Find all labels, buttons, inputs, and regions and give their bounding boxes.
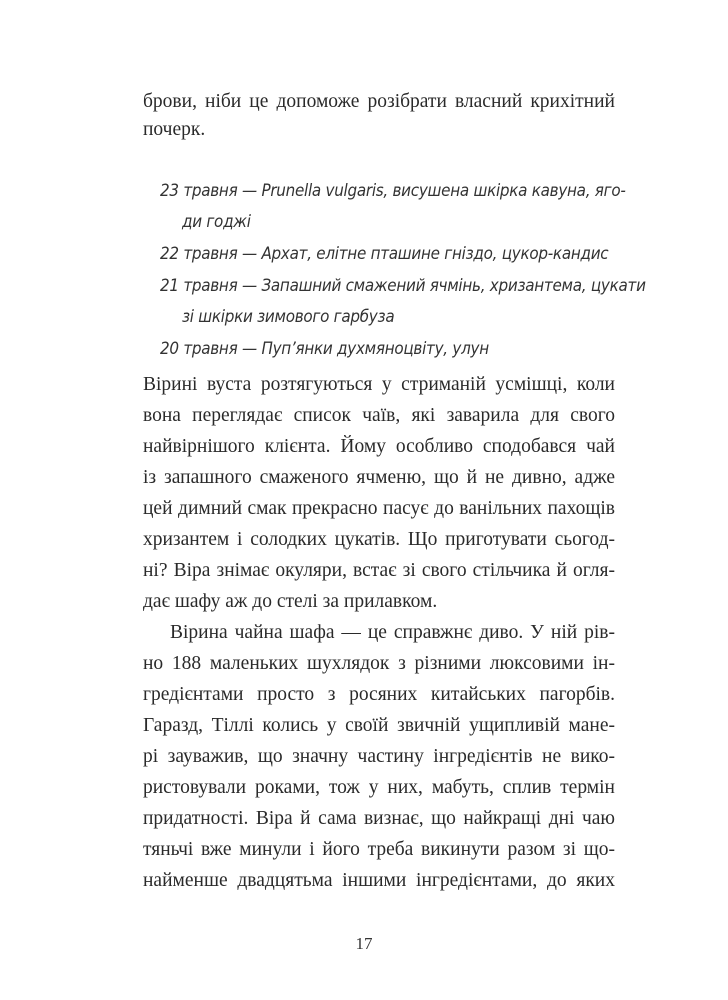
- intro-line: почерк.: [143, 119, 206, 140]
- tea-list-entry: 20 травня — Пуп’янки духмяноцвіту, улун: [160, 339, 489, 358]
- tea-list-entry: 23 травня — Prunella vulgaris, висушена шкірка кавуна, яго-: [160, 181, 626, 200]
- text-line: дає шафу аж до стелі за прилавком.: [143, 591, 438, 612]
- page-number: 17: [355, 934, 373, 953]
- tea-list-entry-continuation: зі шкірки зимового гарбуза: [182, 307, 395, 326]
- text-line: найвірнішого клієнта. Йому особливо сподобався чай: [143, 436, 615, 457]
- tea-list-entry: 21 травня — Запашний смажений ячмінь, хризантема, цукати: [160, 276, 646, 295]
- text-line: ні? Віра знімає окуляри, встає зі свого стільчика й огля-: [143, 560, 615, 581]
- text-line: Гаразд, Тіллі колись у своїй звичній ущипливій мане-: [143, 715, 615, 736]
- text-line: цей димний смак прекрасно пасує до ванільних пахощів: [143, 498, 615, 519]
- text-line: ристовували роками, тож у них, мабуть, сплив термін: [143, 777, 615, 798]
- intro-line: брови, ніби це допоможе розібрати власний крихітний: [143, 91, 615, 112]
- tea-list-entry-continuation: ди годжі: [182, 212, 251, 231]
- text-line: но 188 маленьких шухлядок з різними люксовими ін-: [143, 653, 615, 674]
- text-line: тяньчі вже минули і його треба викинути разом зі що-: [143, 839, 615, 860]
- text-line: гредієнтами просто з росяних китайських пагорбів.: [143, 684, 615, 705]
- text-line: рі зауважив, що значну частину інгредієнтів не вико-: [143, 746, 615, 767]
- text-line: придатності. Віра й сама визнає, що найкращі дні чаю: [143, 808, 615, 829]
- text-line: найменше двадцятьма іншими інгредієнтами, до яких: [143, 870, 615, 891]
- text-line: із запашного смаженого ячменю, що й не дивно, адже: [143, 467, 615, 488]
- text-line: Вірина чайна шафа — це справжнє диво. У ній рів-: [170, 622, 615, 643]
- text-line: Вірині вуста розтягуються у стриманій усмішці, коли: [143, 374, 615, 395]
- text-line: вона переглядає список чаїв, які заварила для свого: [143, 405, 615, 426]
- text-line: хризантем і солодких цукатів. Що приготувати сьогод-: [143, 529, 615, 550]
- tea-list-entry: 22 травня — Архат, елітне пташине гніздо, цукор-кандис: [160, 244, 609, 263]
